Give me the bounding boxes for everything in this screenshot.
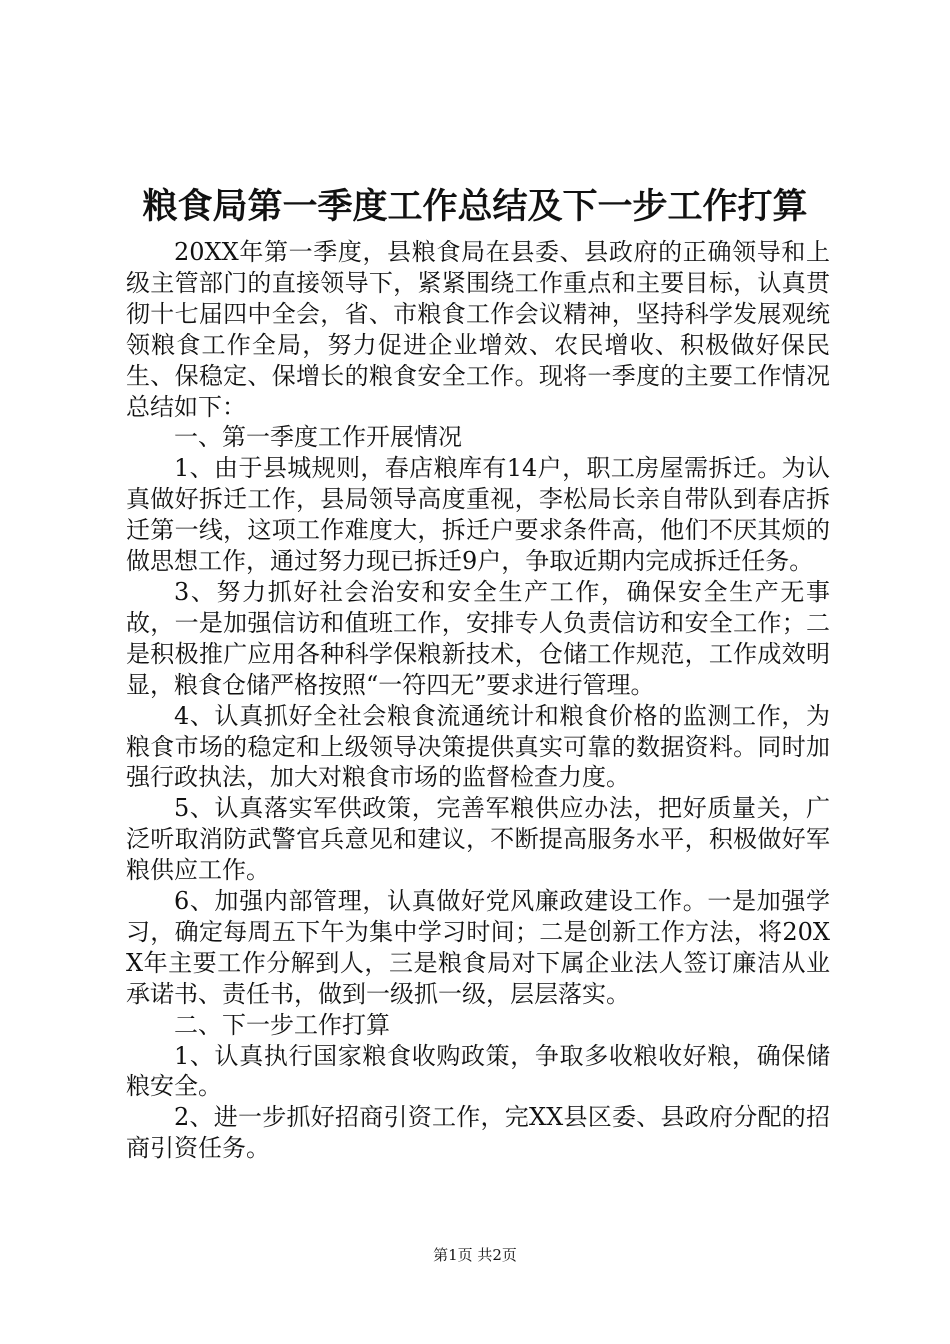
paragraph-plan-2: 2、进一步抓好招商引资工作，完XX县区委、县政府分配的招商引资任务。 bbox=[126, 1103, 830, 1163]
page-footer: 第1页 共2页 bbox=[433, 1246, 517, 1264]
paragraph-item-1: 1、由于县城规则，春店粮库有14户，职工房屋需拆迁。为认真做好拆迁工作，县局领导高度重视，李松局长亲自带队到春店拆迁第一线，这项工作难度大，拆迁户要求条件高，他们不厌其烦的做思想工作，通过努力现已拆迁9户，争取近期内完成拆迁任务。 bbox=[126, 454, 830, 576]
paragraph-plan-1: 1、认真执行国家粮食收购政策，争取多收粮收好粮，确保储粮安全。 bbox=[126, 1041, 830, 1101]
section-heading-1: 一、第一季度工作开展情况 bbox=[174, 423, 462, 452]
document-title: 粮食局第一季度工作总结及下一步工作打算 bbox=[142, 186, 808, 227]
paragraph-item-3: 3、努力抓好社会治安和安全生产工作，确保安全生产无事故，一是加强信访和值班工作，安排专人负责信访和安全工作；二是积极推广应用各种科学保粮新技术，仓储工作规范，工作成效明显，粮食仓储严格按照“一符四无”要求进行管理。 bbox=[126, 577, 830, 699]
paragraph-item-4: 4、认真抓好全社会粮食流通统计和粮食价格的监测工作，为粮食市场的稳定和上级领导决策提供真实可靠的数据资料。同时加强行政执法，加大对粮食市场的监督检查力度。 bbox=[126, 701, 830, 792]
paragraph-item-6: 6、加强内部管理，认真做好党风廉政建设工作。一是加强学习，确定每周五下午为集中学习时间；二是创新工作方法，将20XX年主要工作分解到人，三是粮食局对下属企业法人签订廉洁从业承诺书、责任书，做到一级抓一级，层层落实。 bbox=[126, 887, 830, 1008]
paragraph-intro: 20XX年第一季度，县粮食局在县委、县政府的正确领导和上级主管部门的直接领导下，紧紧围绕工作重点和主要目标，认真贯彻十七届四中全会，省、市粮食工作会议精神，坚持科学发展观统领粮食工作全局，努力促进企业增效、农民增收、积极做好保民生、保稳定、保增长的粮食安全工作。现将一季度的主要工作情况总结如下： bbox=[126, 238, 830, 421]
paragraph-item-5: 5、认真落实军供政策，完善军粮供应办法，把好质量关，广泛听取消防武警官兵意见和建议，不断提高服务水平，积极做好军粮供应工作。 bbox=[126, 794, 830, 885]
document-body bbox=[126, 237, 830, 1164]
section-heading-2: 二、下一步工作打算 bbox=[174, 1010, 390, 1039]
